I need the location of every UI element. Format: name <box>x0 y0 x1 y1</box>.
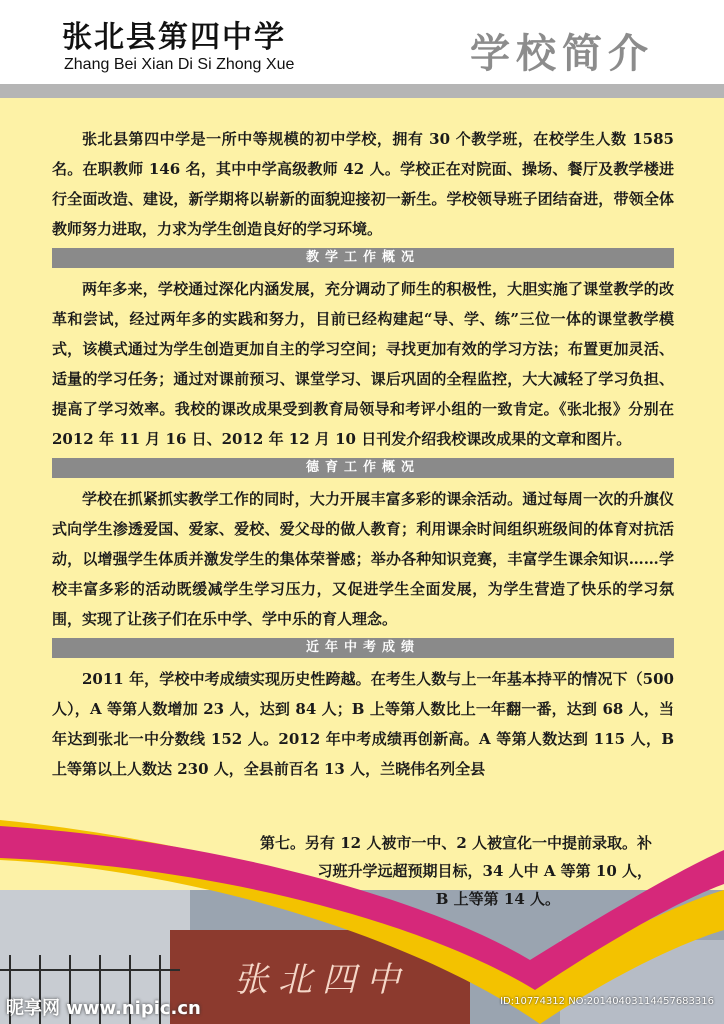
intro-paragraph: 张北县第四中学是一所中等规模的初中学校，拥有 30 个教学班，在校学生人数 1585 名。在职教师 146 名，其中中学高级教师 42 人。学校正在对院面、操场、餐厅及教学楼进行全面改造、建设，新学期将以崭新的面貌迎接初一新生。学校领导班子团结奋进，带领全体教师努力进取，力求为学生创造良好的学习环境。 <box>52 130 674 238</box>
school-name-cn: 张北县第四中学 <box>62 20 286 55</box>
exam-tail-line-3: B 上等第 14 人。 <box>435 890 560 908</box>
page-title: 学校简介 <box>470 31 654 77</box>
watermark-site: 昵享网 www.nipic.cn <box>6 998 201 1019</box>
exam-tail-line-1: 第七。另有 12 人被市一中、2 人被宣化一中提前录取。补 <box>260 834 652 852</box>
school-name-en: Zhang Bei Xian Di Si Zhong Xue <box>64 56 295 73</box>
section-title-exam: 近年中考成绩 <box>52 638 674 658</box>
gate-sign-text: 张北四中 <box>234 960 410 1000</box>
header-divider-bar <box>0 84 724 98</box>
exam-tail-line-2: 习班升学远超预期目标，34 人中 A 等第 10 人， <box>317 862 652 880</box>
section-title-teaching: 教学工作概况 <box>52 248 674 268</box>
teaching-paragraph: 两年多来，学校通过深化内涵发展，充分调动了师生的积极性，大胆实施了课堂教学的改革和尝试，经过两年多的实践和努力，目前已经构建起“导、学、练”三位一体的课堂教学模式，该模式通过为学生创造更加自主的学习空间；寻找更加有效的学习方法；布置更加灵活、适量的学习任务；通过对课前预习、课堂学习、课后巩固的全程监控，大大减轻了学习负担、提高了学习效率。我校的课改成果受到教育局领导和考评小组的一致肯定。《张北报》分别在 2012 年 11 月 16 日、2012 年 12 月 10 日刊发介绍我校课改成果的文章和图片。 <box>52 280 674 448</box>
exam-paragraph: 2011 年，学校中考成绩实现历史性跨越。在考生人数与上一年基本持平的情况下（500 人），A 等第人数增加 23 人，达到 84 人；B 上等第人数比上一年翻一番，达到 68 人，当年达到张北一中分数线 152 人。2012 年中考成绩再创新高。A 等第人数达到 115 人，B 上等第以上人数达 230 人，全县前百名 13 人，兰晓伟名列全县 <box>52 670 674 778</box>
watermark-id: ID:10774312 NO:20140403114457683316 <box>500 996 714 1007</box>
moral-paragraph: 学校在抓紧抓实教学工作的同时，大力开展丰富多彩的课余活动。通过每周一次的升旗仪式向学生渗透爱国、爱家、爱校、爱父母的做人教育；利用课余时间组织班级间的体育对抗活动，以增强学生体质并激发学生的集体荣誉感；举办各种知识竞赛，丰富学生课余知识……学校丰富多彩的活动既缓减学生学习压力，又促进学生全面发展，为学生营造了快乐的学习氛围，实现了让孩子们在乐中学、学中乐的育人理念。 <box>52 490 674 628</box>
section-title-moral: 德育工作概况 <box>52 458 674 478</box>
page-header <box>0 0 724 84</box>
main-content <box>52 124 674 784</box>
